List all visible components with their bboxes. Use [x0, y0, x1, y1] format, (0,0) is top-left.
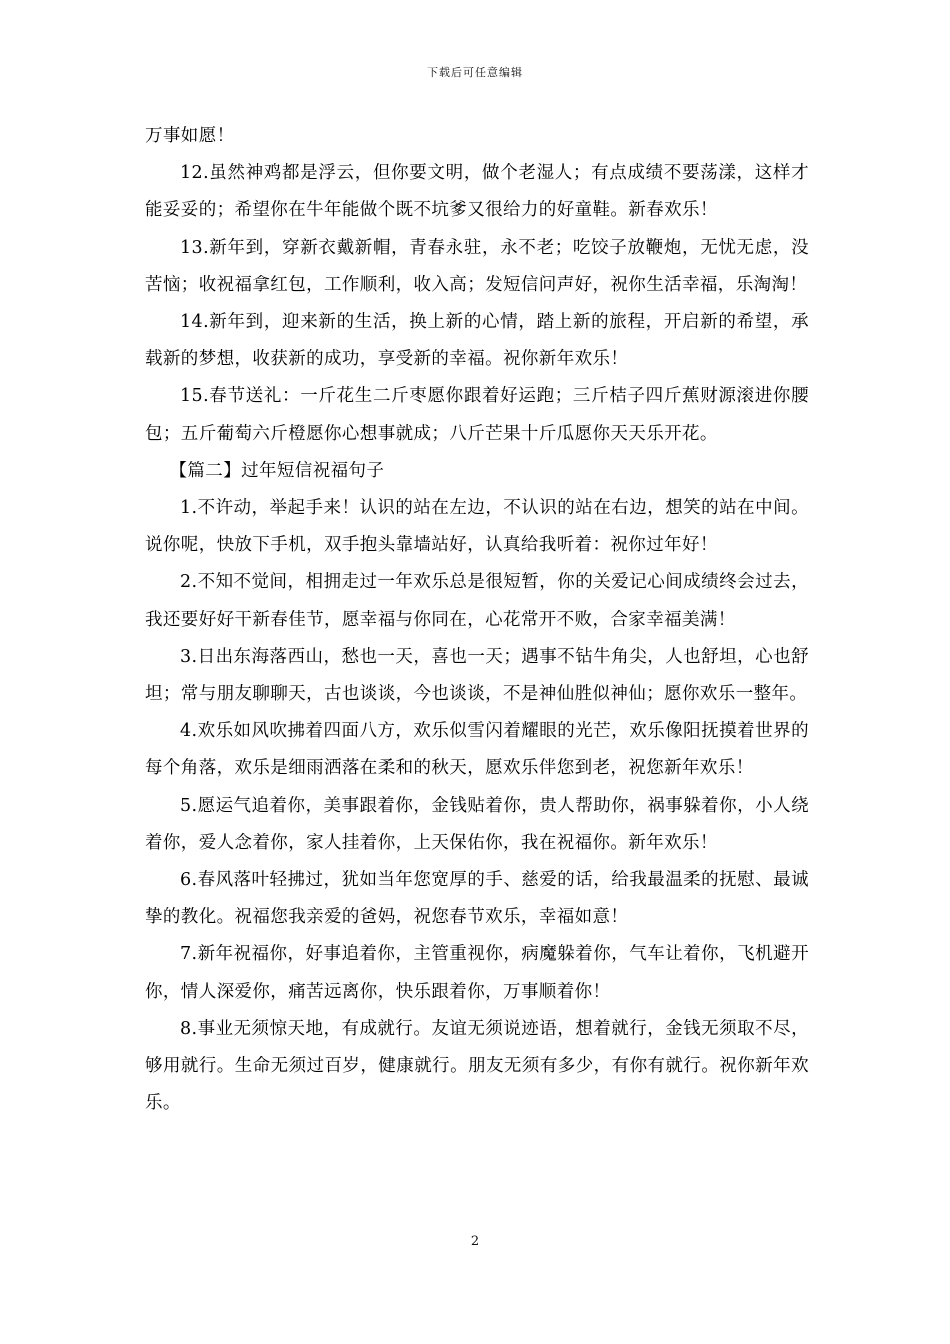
section-heading: 【篇二】过年短信祝福句子	[169, 460, 385, 481]
paragraph: 6.春风落叶轻拂过，犹如当年您宽厚的手、慈爱的话，给我最温柔的抚慰、最诚挚的教化。祝福您我亲爱的爸妈，祝您春节欢乐，幸福如意！	[145, 870, 809, 928]
paragraph: 3.日出东海落西山，愁也一天，喜也一天；遇事不钻牛角尖，人也舒坦，心也舒坦；常与朋友聊聊天，古也谈谈，今也谈谈，不是神仙胜似神仙；愿你欢乐一整年。	[145, 646, 809, 705]
paragraph: 4.欢乐如风吹拂着四面八方，欢乐似雪闪着耀眼的光芒，欢乐像阳抚摸着世界的每个角落，欢乐是细雨洒落在柔和的秋天，愿欢乐伴您到老，祝您新年欢乐！	[145, 721, 809, 779]
paragraph: 2.不知不觉间，相拥走过一年欢乐总是很短暂，你的关爱记心间成绩终会过去，我还要好好干新春佳节，愿幸福与你同在，心花常开不败，合家幸福美满！	[145, 572, 809, 630]
paragraph: 13.新年到，穿新衣戴新帽，青春永驻，永不老；吃饺子放鞭炮，无忧无虑，没苦恼；收祝福拿红包，工作顺利，收入高；发短信问声好，祝你生活幸福，乐淘淘！	[145, 237, 809, 295]
paragraph: 8.事业无须惊天地，有成就行。友谊无须说迹语，想着就行，金钱无须取不尽，够用就行。生命无须过百岁，健康就行。朋友无须有多少，有你有就行。祝你新年欢乐。	[145, 1018, 809, 1114]
page-header: 下载后可任意编辑	[427, 66, 523, 79]
paragraph: 15.春节送礼：一斤花生二斤枣愿你跟着好运跑；三斤桔子四斤蕉财源滚进你腰包；五斤葡萄六斤橙愿你心想事就成；八斤芒果十斤瓜愿你天天乐开花。	[145, 386, 809, 444]
paragraph: 万事如愿！	[145, 126, 235, 146]
page-number: 2	[470, 1234, 480, 1249]
paragraph: 7.新年祝福你，好事追着你，主管重视你，病魔躲着你，气车让着你，飞机避开你，情人深爱你，痛苦远离你，快乐跟着你，万事顺着你！	[145, 944, 809, 1002]
paragraph: 12.虽然神鸡都是浮云，但你要文明，做个老湿人；有点成绩不要荡漾，这样才能妥妥的；希望你在牛年能做个既不坑爹又很给力的好童鞋。新春欢乐！	[145, 163, 809, 221]
paragraph: 1.不许动，举起手来！认识的站在左边，不认识的站在右边，想笑的站在中间。说你呢，快放下手机，双手抱头靠墙站好，认真给我听着：祝你过年好！	[145, 498, 809, 556]
paragraph: 14.新年到，迎来新的生活，换上新的心情，踏上新的旅程，开启新的希望，承载新的梦想，收获新的成功，享受新的幸福。祝你新年欢乐！	[145, 312, 809, 370]
document-body	[145, 118, 809, 1122]
paragraph: 5.愿运气追着你，美事跟着你，金钱贴着你，贵人帮助你，祸事躲着你，小人绕着你，爱人念着你，家人挂着你，上天保佑你，我在祝福你。新年欢乐！	[145, 795, 809, 853]
